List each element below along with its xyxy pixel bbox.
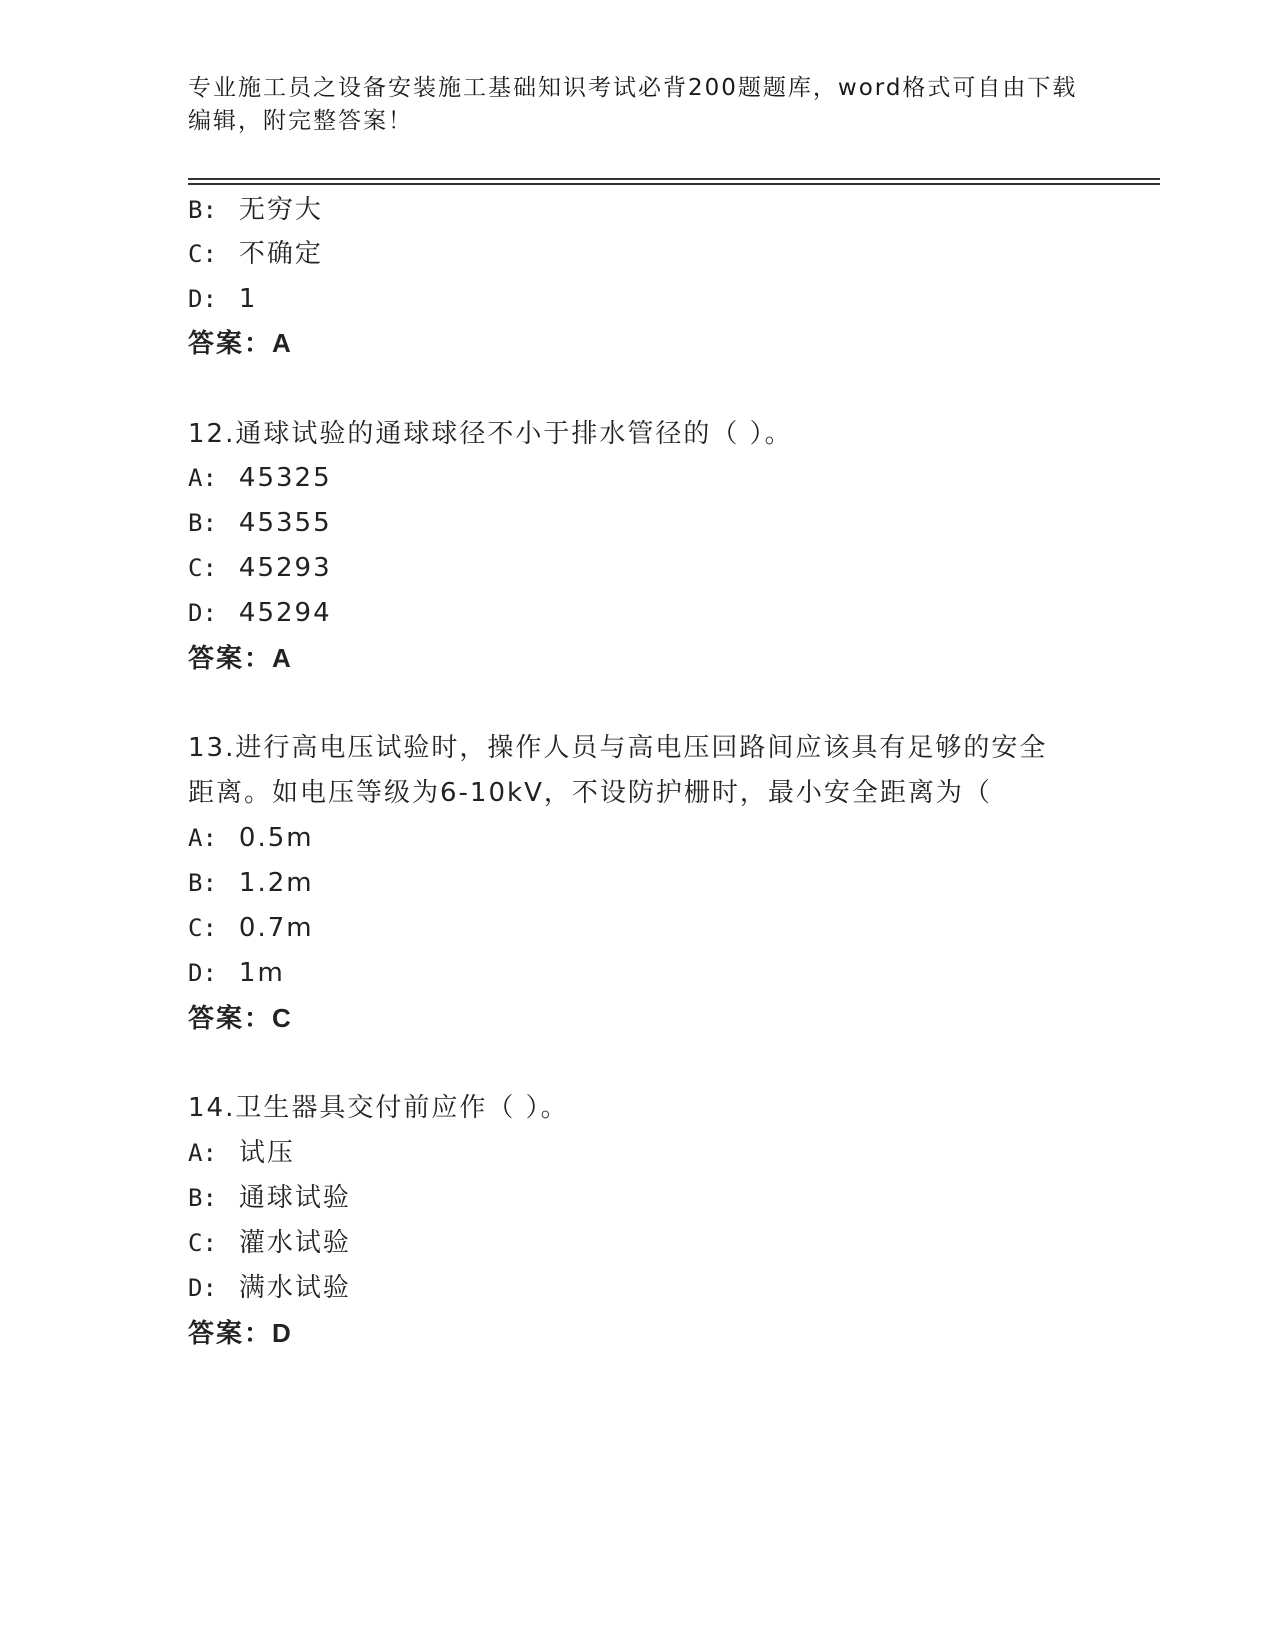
option-text: 0.7m (238, 913, 314, 943)
option-letter: B: (188, 869, 217, 897)
option-b (188, 867, 314, 899)
option-letter: C: (188, 914, 217, 942)
answer-line: 答案：C (188, 1003, 293, 1033)
option-a (188, 462, 332, 494)
option-text: 不确定 (238, 239, 323, 269)
header-line-1: 专业施工员之设备安装施工基础知识考试必背200题题库，word格式可自由下载 (188, 75, 1078, 101)
option-text: 0.5m (238, 823, 314, 853)
option-letter: D: (188, 1274, 217, 1302)
option-letter: D: (188, 599, 217, 627)
document-header (188, 72, 1088, 138)
option-text: 1.2m (238, 868, 314, 898)
option-text: 1m (238, 958, 285, 988)
option-letter: A: (188, 1139, 217, 1167)
option-d (188, 1272, 351, 1304)
option-letter: A: (188, 824, 217, 852)
option-letter: A: (188, 464, 217, 492)
option-text: 45294 (238, 598, 332, 628)
option-letter: C: (188, 554, 217, 582)
answer-line: 答案：A (188, 643, 293, 673)
option-c (188, 1227, 351, 1259)
answer-line: 答案：D (188, 1318, 293, 1348)
option-text: 45293 (238, 553, 332, 583)
option-c (188, 238, 323, 270)
answer-line: 答案：A (188, 328, 293, 358)
question-stem-line-1: 13.进行高电压试验时，操作人员与高电压回路间应该具有足够的安全 (188, 733, 1048, 763)
option-text: 无穷大 (238, 195, 323, 225)
option-letter: C: (188, 1229, 217, 1257)
option-letter: D: (188, 959, 217, 987)
question-stem-line-2: 距离。如电压等级为6-10kV，不设防护栅时，最小安全距离为（ (188, 778, 992, 808)
option-d (188, 957, 285, 989)
option-b (188, 507, 332, 539)
option-letter: B: (188, 196, 217, 224)
option-letter: B: (188, 1184, 217, 1212)
option-text: 45355 (238, 508, 332, 538)
option-c (188, 912, 314, 944)
option-text: 试压 (238, 1138, 295, 1168)
header-line-2: 编辑，附完整答案！ (188, 108, 413, 134)
option-text: 1 (238, 284, 258, 314)
option-b (188, 194, 323, 226)
option-a (188, 822, 314, 854)
header-divider-bottom (188, 183, 1160, 185)
question-stem: 12.通球试验的通球球径不小于排水管径的（ ）。 (188, 419, 793, 449)
option-a (188, 1137, 295, 1169)
option-b (188, 1182, 351, 1214)
option-c (188, 552, 332, 584)
option-text: 通球试验 (238, 1183, 351, 1213)
option-text: 灌水试验 (238, 1228, 351, 1258)
option-text: 满水试验 (238, 1273, 351, 1303)
option-letter: C: (188, 240, 217, 268)
header-divider-top (188, 178, 1160, 180)
option-letter: D: (188, 285, 217, 313)
option-d (188, 283, 257, 315)
option-d (188, 597, 332, 629)
question-stem: 14.卫生器具交付前应作（ ）。 (188, 1093, 569, 1123)
option-text: 45325 (238, 463, 332, 493)
option-letter: B: (188, 509, 217, 537)
